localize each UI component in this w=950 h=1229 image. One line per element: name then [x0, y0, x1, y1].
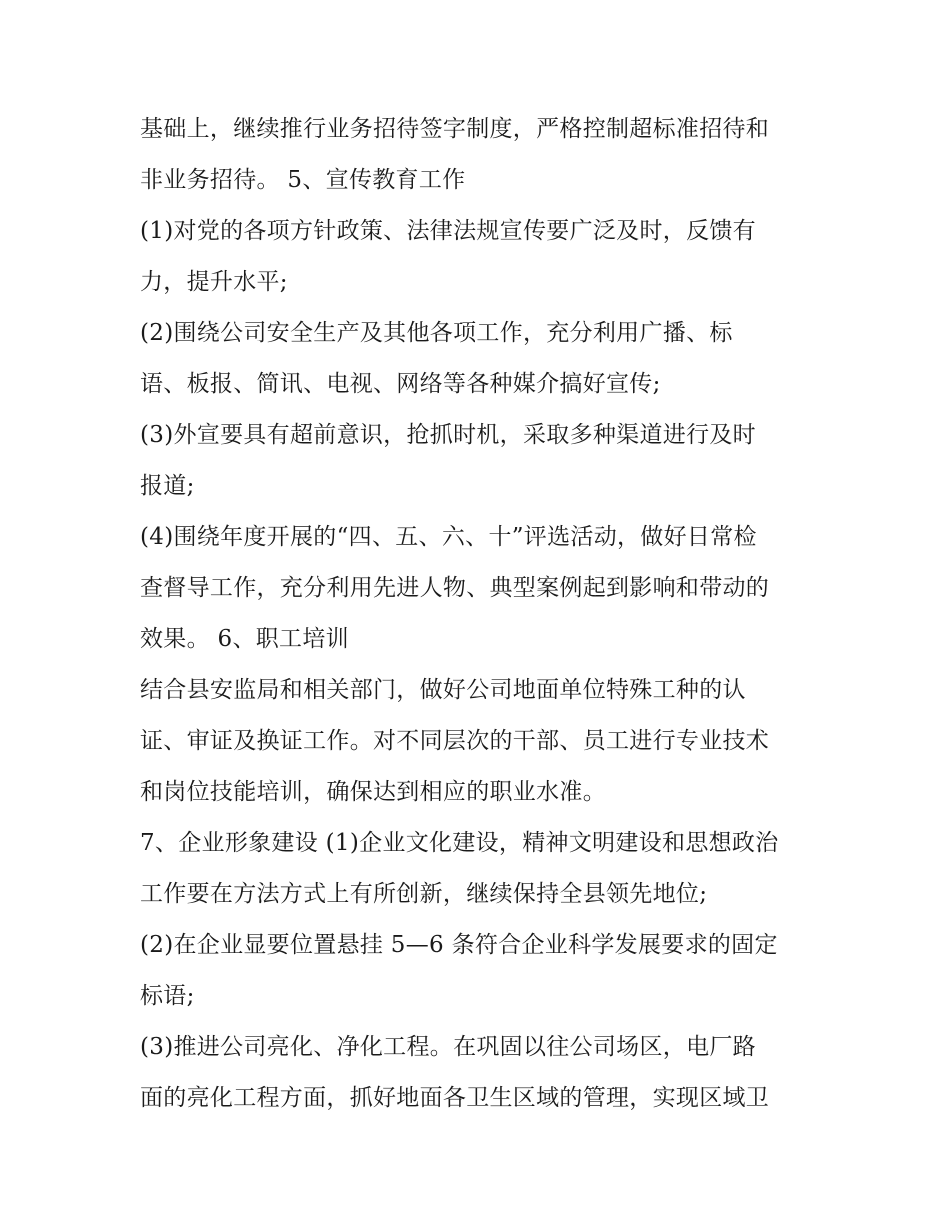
text-line: (4)围绕年度开展的“四、五、六、十”评选活动，做好日常检: [140, 524, 757, 550]
text-line: 标语;: [140, 983, 195, 1009]
text-line: 结合县安监局和相关部门，做好公司地面单位特殊工种的认: [140, 677, 746, 703]
text-line: 效果。 6、职工培训: [140, 626, 349, 652]
text-line: 工作要在方法方式上有所创新，继续保持全县领先地位;: [140, 881, 708, 907]
text-line: 7、企业形象建设 (1)企业文化建设，精神文明建设和思想政治: [140, 830, 779, 856]
text-line: 证、审证及换证工作。对不同层次的干部、员工进行专业技术: [140, 728, 770, 754]
text-line: 和岗位技能培训，确保达到相应的职业水准。: [140, 779, 606, 805]
text-line: 力，提升水平;: [140, 269, 288, 295]
text-line: 语、板报、简讯、电视、网络等各种媒介搞好宣传;: [140, 371, 661, 397]
document-body: [140, 104, 820, 1124]
text-line: 面的亮化工程方面，抓好地面各卫生区域的管理，实现区域卫: [140, 1085, 770, 1111]
text-line: (3)外宣要具有超前意识，抢抓时机，采取多种渠道进行及时: [140, 422, 756, 448]
text-line: (2)围绕公司安全生产及其他各项工作，充分利用广播、标: [140, 320, 733, 346]
text-line: 报道;: [140, 473, 195, 499]
text-line: 基础上，继续推行业务招待签字制度，严格控制超标准招待和: [140, 116, 770, 142]
text-line: (3)推进公司亮化、净化工程。在巩固以往公司场区，电厂路: [140, 1034, 756, 1060]
text-line: 非业务招待。 5、宣传教育工作: [140, 167, 466, 193]
text-line: (1)对党的各项方针政策、法律法规宣传要广泛及时，反馈有: [140, 218, 756, 244]
text-line: 查督导工作，充分利用先进人物、典型案例起到影响和带动的: [140, 575, 770, 601]
text-line: (2)在企业显要位置悬挂 5—6 条符合企业科学发展要求的固定: [140, 932, 778, 958]
